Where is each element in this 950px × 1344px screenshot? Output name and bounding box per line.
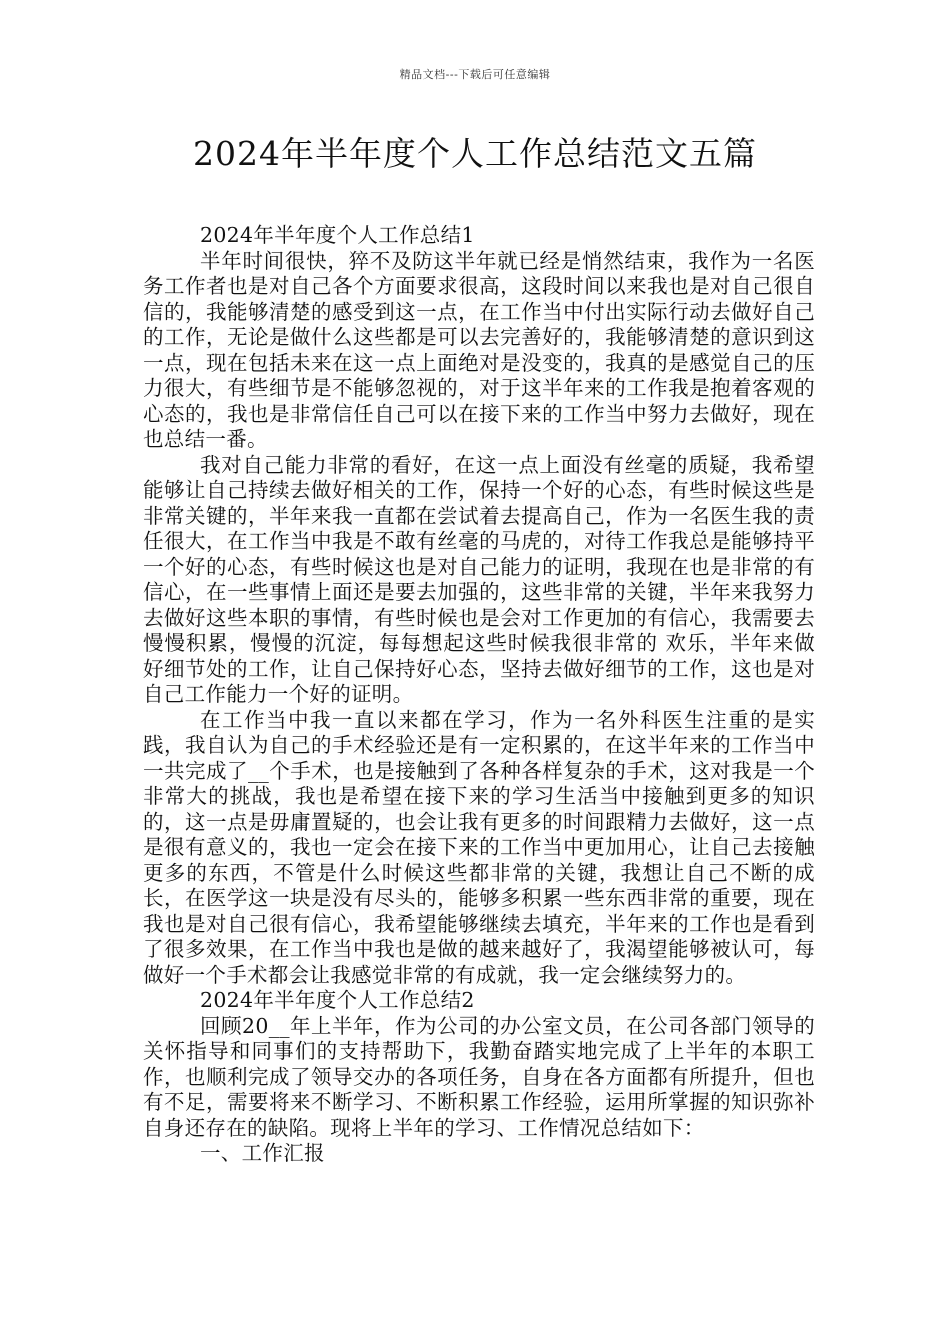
section-1-paragraph-1: 半年时间很快，猝不及防这半年就已经是悄然结束，我作为一名医务工作者也是对自己各个方面要求很高，这段时间以来我也是对自己很自信的，我能够清楚的感受到这一点，在工作当中付出实际行动去做好自己的工作，无论是做什么这些都是可以去完善好的，我能够清楚的意识到这一点，现在包括未来在这一点上面绝对是没变的，我真的是感觉自己的压力很大，有些细节是不能够忽视的，对于这半年来的工作我是抱着客观的心态的，我也是非常信任自己可以在接下来的工作当中努力去做好，现在也总结一番。 xyxy=(143,248,815,451)
header-note: 精品文档---下载后可任意编辑 xyxy=(399,68,551,81)
section-heading-2: 2024年半年度个人工作总结2 xyxy=(200,988,475,1012)
section-1-paragraph-2: 我对自己能力非常的看好，在这一点上面没有丝毫的质疑，我希望能够让自己持续去做好相关的工作，保持一个好的心态，有些时候这些是非常关键的，半年来我一直都在尝试着去提高自己，作为一名医生我的责任很大，在工作当中我是不敢有丝毫的马虎的，对待工作我总是能够持平一个好的心态，有些时候这也是对自己能力的证明，我现在也是非常的有信心，在一些事情上面还是要去加强的，这些非常的关键，半年来我努力去做好这些本职的事情，有些时候也是会对工作更加的有信心，我需要去慢慢积累，慢慢的沉淀，每每想起这些时候我很非常的 欢乐，半年来做好细节处的工作，让自己保持好心态，坚持去做好细节的工作，这也是对自己工作能力一个好的证明。 xyxy=(143,452,815,706)
document-title: 2024年半年度个人工作总结范文五篇 xyxy=(193,134,757,173)
section-heading-1: 2024年半年度个人工作总结1 xyxy=(200,223,475,247)
document-body xyxy=(143,223,815,1167)
section-1-paragraph-3: 在工作当中我一直以来都在学习，作为一名外科医生注重的是实践，我自认为自己的手术经验还是有一定积累的，在这半年来的工作当中一共完成了__个手术，也是接触到了各种各样复杂的手术，这对我是一个非常大的挑战，我也是希望在接下来的学习生活当中接触到更多的知识的，这一点是毋庸置疑的，也会让我有更多的时间跟精力去做好，这一点是很有意义的，我也一定会在接下来的工作当中更加用心，让自己去接触更多的东西，不管是什么时候这些都非常的关键，我想让自己不断的成长，在医学这一块是没有尽头的，能够多积累一些东西非常的重要，现在我也是对自己很有信心，我希望能够继续去填充，半年来的工作也是看到了很多效果，在工作当中我也是做的越来越好了，我渴望能够被认可，每做好一个手术都会让我感觉非常的有成就，我一定会继续努力的。 xyxy=(143,707,815,987)
section-2-paragraph-1: 回顾20__年上半年，作为公司的办公室文员，在公司各部门领导的关怀指导和同事们的支持帮助下，我勤奋踏实地完成了上半年的本职工作，也顺利完成了领导交办的各项任务，自身在各方面都有所提升，但也有不足，需要将来不断学习、不断积累工作经验，运用所掌握的知识弥补自身还存在的缺陷。现将上半年的学习、工作情况总结如下： xyxy=(143,1013,815,1140)
section-heading-3: 一、工作汇报 xyxy=(200,1141,325,1165)
